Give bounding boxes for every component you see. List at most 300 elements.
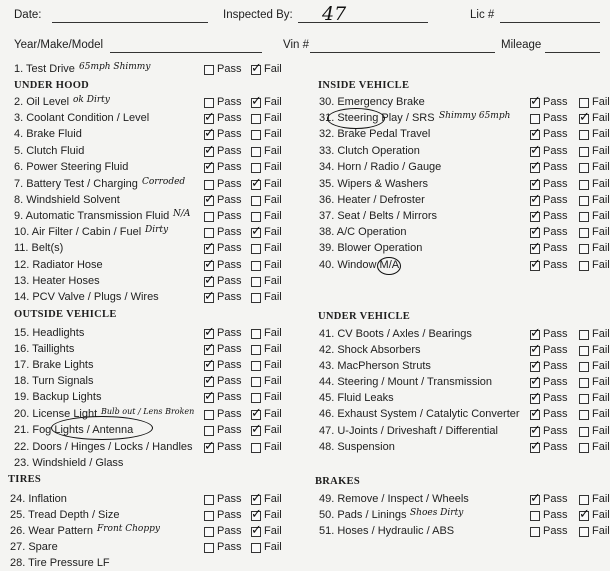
- fail-checkbox[interactable]: [579, 362, 589, 372]
- pass-checkbox[interactable]: [530, 406, 541, 421]
- check-mark-icon: ✓: [530, 208, 541, 223]
- pass-checkbox[interactable]: [204, 511, 214, 521]
- pass-label: Pass: [543, 145, 568, 157]
- check-mark-icon: ✓: [204, 325, 215, 340]
- fail-checkbox[interactable]: [251, 244, 261, 254]
- pass-label: Pass: [217, 161, 242, 173]
- pass-label: Pass: [543, 525, 568, 537]
- fail-label: Fail: [592, 128, 610, 140]
- pass-label: Pass: [217, 178, 242, 190]
- fail-checkbox[interactable]: [579, 378, 589, 388]
- pass-label: Pass: [543, 242, 568, 254]
- fail-label: Fail: [592, 376, 610, 388]
- pass-label: Pass: [217, 493, 242, 505]
- fail-label: Fail: [264, 178, 282, 190]
- check-mark-icon: ✓: [530, 342, 541, 357]
- fail-checkbox[interactable]: [579, 346, 589, 356]
- fail-checkbox[interactable]: [251, 61, 262, 76]
- item-label: 33. Clutch Operation: [319, 145, 420, 157]
- fail-label: Fail: [592, 194, 610, 206]
- pass-checkbox[interactable]: [204, 98, 214, 108]
- fail-label: Fail: [592, 425, 610, 437]
- pass-checkbox[interactable]: [204, 240, 215, 255]
- check-mark-icon: ✓: [530, 94, 541, 109]
- item-label: 39. Blower Operation: [319, 242, 423, 254]
- fail-label: Fail: [592, 226, 610, 238]
- pass-label: Pass: [217, 424, 242, 436]
- pass-label: Pass: [543, 128, 568, 140]
- fail-label: Fail: [592, 344, 610, 356]
- fail-checkbox[interactable]: [251, 196, 261, 206]
- pass-checkbox[interactable]: [530, 159, 541, 174]
- lic-field[interactable]: [500, 22, 600, 23]
- check-mark-icon: ✓: [204, 257, 215, 272]
- fail-checkbox[interactable]: [251, 406, 262, 421]
- item-label: 7. Battery Test / Charging: [14, 178, 138, 190]
- fail-label: Fail: [592, 178, 610, 190]
- fail-label: Fail: [264, 275, 282, 287]
- fail-label: Fail: [264, 509, 282, 521]
- fail-checkbox[interactable]: [579, 228, 589, 238]
- fail-checkbox[interactable]: [251, 345, 261, 355]
- fail-label: Fail: [264, 343, 282, 355]
- fail-checkbox[interactable]: [251, 329, 261, 339]
- pass-checkbox[interactable]: [204, 341, 215, 356]
- item-label: 3. Coolant Condition / Level: [14, 112, 150, 124]
- check-mark-icon: ✓: [530, 326, 541, 341]
- pass-checkbox[interactable]: [530, 326, 541, 341]
- year-make-model-field[interactable]: [110, 52, 262, 53]
- pass-checkbox[interactable]: [530, 192, 541, 207]
- fail-checkbox[interactable]: [251, 422, 262, 437]
- pass-label: Pass: [543, 509, 568, 521]
- fail-checkbox[interactable]: [251, 393, 261, 403]
- pass-label: Pass: [217, 210, 242, 222]
- handwritten-note: Shimmy 65mph: [439, 111, 511, 121]
- item-label: 32. Brake Pedal Travel: [319, 128, 431, 140]
- fail-checkbox[interactable]: [579, 507, 590, 522]
- fail-checkbox[interactable]: [251, 277, 261, 287]
- window-ma-circle: [377, 257, 401, 275]
- fail-checkbox[interactable]: [251, 543, 261, 553]
- fail-label: Fail: [264, 525, 282, 537]
- section-tires: TIRES: [8, 474, 42, 485]
- check-mark-icon: ✓: [251, 491, 262, 506]
- section-under-vehicle: UNDER VEHICLE: [318, 311, 411, 322]
- fail-label: Fail: [264, 161, 282, 173]
- fail-checkbox[interactable]: [251, 443, 261, 453]
- check-mark-icon: ✓: [251, 507, 262, 522]
- item-label: 13. Heater Hoses: [14, 275, 100, 287]
- pass-label: Pass: [543, 112, 568, 124]
- fail-checkbox[interactable]: [579, 527, 589, 537]
- fail-checkbox[interactable]: [251, 147, 261, 157]
- pass-label: Pass: [543, 408, 568, 420]
- item-label: 5. Clutch Fluid: [14, 145, 85, 157]
- date-label: Date:: [14, 9, 42, 21]
- fail-label: Fail: [264, 112, 282, 124]
- check-mark-icon: ✓: [204, 357, 215, 372]
- pass-label: Pass: [217, 391, 242, 403]
- item-label: 36. Heater / Defroster: [319, 194, 425, 206]
- check-mark-icon: ✓: [579, 507, 590, 522]
- pass-label: Pass: [217, 96, 242, 108]
- check-mark-icon: ✓: [530, 143, 541, 158]
- pass-checkbox[interactable]: [530, 511, 540, 521]
- item-label: 30. Emergency Brake: [319, 96, 425, 108]
- pass-checkbox[interactable]: [530, 374, 541, 389]
- check-mark-icon: ✓: [530, 159, 541, 174]
- pass-checkbox[interactable]: [530, 423, 541, 438]
- pass-checkbox[interactable]: [530, 94, 541, 109]
- item-label: 10. Air Filter / Cabin / Fuel: [14, 226, 142, 238]
- item-label: 35. Wipers & Washers: [319, 178, 429, 190]
- fail-checkbox[interactable]: [579, 244, 589, 254]
- pass-checkbox[interactable]: [204, 273, 215, 288]
- item-label: 14. PCV Valve / Plugs / Wires: [14, 291, 159, 303]
- pass-checkbox[interactable]: [204, 65, 214, 75]
- pass-label: Pass: [217, 541, 242, 553]
- pass-checkbox[interactable]: [204, 439, 215, 454]
- fail-checkbox[interactable]: [251, 507, 262, 522]
- pass-checkbox[interactable]: [204, 410, 214, 420]
- handwritten-note: 65mph Shimmy: [79, 62, 151, 72]
- item-label: 34. Horn / Radio / Gauge: [319, 161, 442, 173]
- check-mark-icon: ✓: [530, 390, 541, 405]
- fail-label: Fail: [264, 63, 282, 75]
- handwritten-note: Front Choppy: [97, 524, 160, 534]
- fail-checkbox[interactable]: [579, 330, 589, 340]
- item-label: 25. Tread Depth / Size: [10, 509, 120, 521]
- fail-label: Fail: [592, 392, 610, 404]
- fail-label: Fail: [592, 441, 610, 453]
- pass-checkbox[interactable]: [204, 257, 215, 272]
- pass-label: Pass: [217, 259, 242, 271]
- check-mark-icon: ✓: [530, 374, 541, 389]
- pass-label: Pass: [543, 392, 568, 404]
- fail-label: Fail: [592, 161, 610, 173]
- item-label: 21. Fog Lights / Antenna: [14, 424, 134, 436]
- fail-label: Fail: [264, 291, 282, 303]
- date-field[interactable]: [52, 22, 208, 23]
- fail-label: Fail: [592, 242, 610, 254]
- check-mark-icon: ✓: [251, 406, 262, 421]
- check-mark-icon: ✓: [204, 110, 215, 125]
- fail-label: Fail: [592, 525, 610, 537]
- pass-checkbox[interactable]: [530, 143, 541, 158]
- inspected-by-field[interactable]: [298, 22, 428, 23]
- check-mark-icon: ✓: [530, 192, 541, 207]
- steering-play-circle: [327, 108, 385, 129]
- fail-checkbox[interactable]: [251, 163, 261, 173]
- handwritten-note: N/A: [173, 209, 191, 219]
- mileage-field[interactable]: [545, 52, 600, 53]
- pass-checkbox[interactable]: [204, 389, 215, 404]
- pass-label: Pass: [217, 291, 242, 303]
- pass-label: Pass: [543, 96, 568, 108]
- inspected-by-label: Inspected By:: [223, 9, 293, 21]
- check-mark-icon: ✓: [204, 143, 215, 158]
- fail-checkbox[interactable]: [579, 427, 589, 437]
- item-label: 20. License Light: [14, 408, 98, 420]
- fail-label: Fail: [264, 493, 282, 505]
- check-mark-icon: ✓: [530, 126, 541, 141]
- check-mark-icon: ✓: [251, 523, 262, 538]
- pass-label: Pass: [217, 63, 242, 75]
- pass-label: Pass: [217, 359, 242, 371]
- pass-checkbox[interactable]: [204, 180, 214, 190]
- pass-checkbox[interactable]: [204, 543, 214, 553]
- fail-checkbox[interactable]: [251, 261, 261, 271]
- item-label: 26. Wear Pattern: [10, 525, 93, 537]
- fail-label: Fail: [264, 259, 282, 271]
- year-make-model-label: Year/Make/Model: [14, 39, 104, 51]
- fail-checkbox[interactable]: [251, 212, 261, 222]
- check-mark-icon: ✓: [530, 358, 541, 373]
- pass-checkbox[interactable]: [530, 342, 541, 357]
- handwritten-note: ok Dirty: [73, 95, 110, 105]
- pass-checkbox[interactable]: [530, 240, 541, 255]
- item-label: 24. Inflation: [10, 493, 67, 505]
- check-mark-icon: ✓: [204, 240, 215, 255]
- item-label: 38. A/C Operation: [319, 226, 407, 238]
- fail-label: Fail: [592, 96, 610, 108]
- item-label: 2. Oil Level: [14, 96, 70, 108]
- fail-label: Fail: [264, 242, 282, 254]
- fail-checkbox[interactable]: [251, 491, 262, 506]
- pass-label: Pass: [543, 360, 568, 372]
- item-label: 50. Pads / Linings: [319, 509, 407, 521]
- pass-checkbox[interactable]: [530, 527, 540, 537]
- pass-label: Pass: [543, 161, 568, 173]
- item-label: 46. Exhaust System / Catalytic Converter: [319, 408, 520, 420]
- pass-label: Pass: [543, 259, 568, 271]
- check-mark-icon: ✓: [530, 176, 541, 191]
- fail-checkbox[interactable]: [251, 523, 262, 538]
- item-label: 40. Window M/A: [319, 259, 400, 271]
- pass-label: Pass: [217, 128, 242, 140]
- fail-label: Fail: [264, 359, 282, 371]
- item-label: 42. Shock Absorbers: [319, 344, 421, 356]
- pass-checkbox[interactable]: [204, 159, 215, 174]
- item-label: 49. Remove / Inspect / Wheels: [319, 493, 469, 505]
- check-mark-icon: ✓: [204, 439, 215, 454]
- fail-label: Fail: [592, 112, 610, 124]
- pass-checkbox[interactable]: [530, 439, 541, 454]
- item-label: 17. Brake Lights: [14, 359, 94, 371]
- check-mark-icon: ✓: [204, 192, 215, 207]
- item-label: 37. Seat / Belts / Mirrors: [319, 210, 437, 222]
- inspected-by-value: 47: [322, 3, 347, 25]
- pass-checkbox[interactable]: [204, 212, 214, 222]
- fail-checkbox[interactable]: [251, 224, 262, 239]
- item-label: 43. MacPherson Struts: [319, 360, 431, 372]
- fail-checkbox[interactable]: [579, 110, 590, 125]
- pass-label: Pass: [543, 493, 568, 505]
- section-brakes: BRAKES: [315, 476, 360, 487]
- check-mark-icon: ✓: [530, 406, 541, 421]
- check-mark-icon: ✓: [530, 423, 541, 438]
- check-mark-icon: ✓: [204, 341, 215, 356]
- check-mark-icon: ✓: [251, 61, 262, 76]
- fail-checkbox[interactable]: [579, 196, 589, 206]
- pass-checkbox[interactable]: [530, 114, 540, 124]
- handwritten-note: Bulb out / Lens Broken: [101, 407, 195, 416]
- fail-label: Fail: [264, 375, 282, 387]
- fog-lights-circle: [51, 416, 153, 440]
- check-mark-icon: ✓: [204, 126, 215, 141]
- pass-label: Pass: [217, 525, 242, 537]
- handwritten-note: Dirty: [145, 225, 169, 235]
- pass-label: Pass: [217, 327, 242, 339]
- fail-checkbox[interactable]: [579, 98, 589, 108]
- check-mark-icon: ✓: [530, 491, 541, 506]
- item-label: 28. Tire Pressure LF: [10, 557, 110, 569]
- fail-label: Fail: [264, 408, 282, 420]
- pass-checkbox[interactable]: [204, 373, 215, 388]
- item-label: 23. Windshield / Glass: [14, 457, 124, 469]
- fail-checkbox[interactable]: [579, 180, 589, 190]
- fail-label: Fail: [264, 194, 282, 206]
- pass-checkbox[interactable]: [530, 224, 541, 239]
- fail-label: Fail: [264, 391, 282, 403]
- mileage-label: Mileage: [501, 39, 542, 51]
- fail-label: Fail: [264, 96, 282, 108]
- pass-label: Pass: [217, 226, 242, 238]
- pass-checkbox[interactable]: [530, 390, 541, 405]
- item-label: 51. Hoses / Hydraulic / ABS: [319, 525, 455, 537]
- check-mark-icon: ✓: [204, 289, 215, 304]
- check-mark-icon: ✓: [251, 94, 262, 109]
- pass-label: Pass: [217, 441, 242, 453]
- handwritten-note: Corroded: [142, 177, 186, 187]
- fail-label: Fail: [264, 424, 282, 436]
- item-label: 41. CV Boots / Axles / Bearings: [319, 328, 472, 340]
- item-label: 18. Turn Signals: [14, 375, 94, 387]
- item-label: 4. Brake Fluid: [14, 128, 82, 140]
- fail-checkbox[interactable]: [251, 293, 261, 303]
- section-inside-vehicle: INSIDE VEHICLE: [318, 80, 410, 91]
- item-label: 31. Steering Play / SRS: [319, 112, 435, 124]
- fail-checkbox[interactable]: [579, 163, 589, 173]
- pass-label: Pass: [217, 145, 242, 157]
- fail-checkbox[interactable]: [251, 377, 261, 387]
- fail-checkbox[interactable]: [579, 443, 589, 453]
- item-label: 27. Spare: [10, 541, 58, 553]
- pass-checkbox[interactable]: [204, 143, 215, 158]
- pass-label: Pass: [543, 328, 568, 340]
- fail-label: Fail: [264, 541, 282, 553]
- check-mark-icon: ✓: [530, 257, 541, 272]
- pass-label: Pass: [543, 441, 568, 453]
- pass-checkbox[interactable]: [204, 228, 214, 238]
- fail-label: Fail: [592, 408, 610, 420]
- item-label: 19. Backup Lights: [14, 391, 102, 403]
- pass-checkbox[interactable]: [530, 491, 541, 506]
- fail-label: Fail: [592, 493, 610, 505]
- pass-label: Pass: [217, 194, 242, 206]
- item-label: 16. Taillights: [14, 343, 75, 355]
- item-label: 44. Steering / Mount / Transmission: [319, 376, 493, 388]
- item-label: 47. U-Joints / Driveshaft / Differential: [319, 425, 498, 437]
- fail-label: Fail: [592, 509, 610, 521]
- lic-label: Lic #: [470, 9, 495, 21]
- fail-checkbox[interactable]: [251, 114, 261, 124]
- pass-checkbox[interactable]: [204, 357, 215, 372]
- pass-checkbox[interactable]: [530, 126, 541, 141]
- fail-checkbox[interactable]: [579, 394, 589, 404]
- pass-label: Pass: [543, 178, 568, 190]
- item-label: 11. Belt(s): [14, 242, 64, 254]
- pass-label: Pass: [543, 210, 568, 222]
- pass-label: Pass: [543, 344, 568, 356]
- pass-label: Pass: [217, 375, 242, 387]
- pass-checkbox[interactable]: [204, 289, 215, 304]
- fail-label: Fail: [592, 145, 610, 157]
- check-mark-icon: ✓: [204, 159, 215, 174]
- fail-label: Fail: [264, 226, 282, 238]
- pass-label: Pass: [217, 275, 242, 287]
- item-label: 45. Fluid Leaks: [319, 392, 394, 404]
- pass-checkbox[interactable]: [204, 192, 215, 207]
- pass-checkbox[interactable]: [204, 110, 215, 125]
- item-label: 9. Automatic Transmission Fluid: [14, 210, 170, 222]
- section-outside-vehicle: OUTSIDE VEHICLE: [14, 309, 117, 320]
- fail-checkbox[interactable]: [579, 147, 589, 157]
- pass-checkbox[interactable]: [204, 325, 215, 340]
- pass-checkbox[interactable]: [530, 208, 541, 223]
- pass-checkbox[interactable]: [204, 126, 215, 141]
- check-mark-icon: ✓: [251, 224, 262, 239]
- pass-checkbox[interactable]: [204, 426, 214, 436]
- pass-checkbox[interactable]: [530, 176, 541, 191]
- fail-checkbox[interactable]: [579, 212, 589, 222]
- fail-checkbox[interactable]: [579, 410, 589, 420]
- fail-checkbox[interactable]: [251, 176, 262, 191]
- fail-checkbox[interactable]: [579, 130, 589, 140]
- item-label: 1. Test Drive: [14, 63, 75, 75]
- pass-checkbox[interactable]: [530, 257, 541, 272]
- pass-label: Pass: [217, 343, 242, 355]
- pass-label: Pass: [217, 408, 242, 420]
- fail-checkbox[interactable]: [251, 361, 261, 371]
- check-mark-icon: ✓: [204, 373, 215, 388]
- fail-label: Fail: [592, 360, 610, 372]
- item-label: 6. Power Steering Fluid: [14, 161, 129, 173]
- pass-checkbox[interactable]: [204, 495, 214, 505]
- fail-checkbox[interactable]: [251, 130, 261, 140]
- section-under-hood: UNDER HOOD: [14, 80, 90, 91]
- fail-checkbox[interactable]: [579, 495, 589, 505]
- pass-checkbox[interactable]: [530, 358, 541, 373]
- pass-label: Pass: [543, 376, 568, 388]
- pass-label: Pass: [217, 112, 242, 124]
- fail-label: Fail: [264, 210, 282, 222]
- pass-label: Pass: [543, 194, 568, 206]
- check-mark-icon: ✓: [579, 110, 590, 125]
- fail-label: Fail: [264, 145, 282, 157]
- vin-field[interactable]: [310, 52, 495, 53]
- pass-label: Pass: [543, 425, 568, 437]
- fail-checkbox[interactable]: [251, 94, 262, 109]
- check-mark-icon: ✓: [530, 240, 541, 255]
- item-label: 12. Radiator Hose: [14, 259, 103, 271]
- item-label: 48. Suspension: [319, 441, 395, 453]
- pass-checkbox[interactable]: [204, 527, 214, 537]
- fail-label: Fail: [592, 210, 610, 222]
- fail-label: Fail: [264, 441, 282, 453]
- fail-checkbox[interactable]: [579, 261, 589, 271]
